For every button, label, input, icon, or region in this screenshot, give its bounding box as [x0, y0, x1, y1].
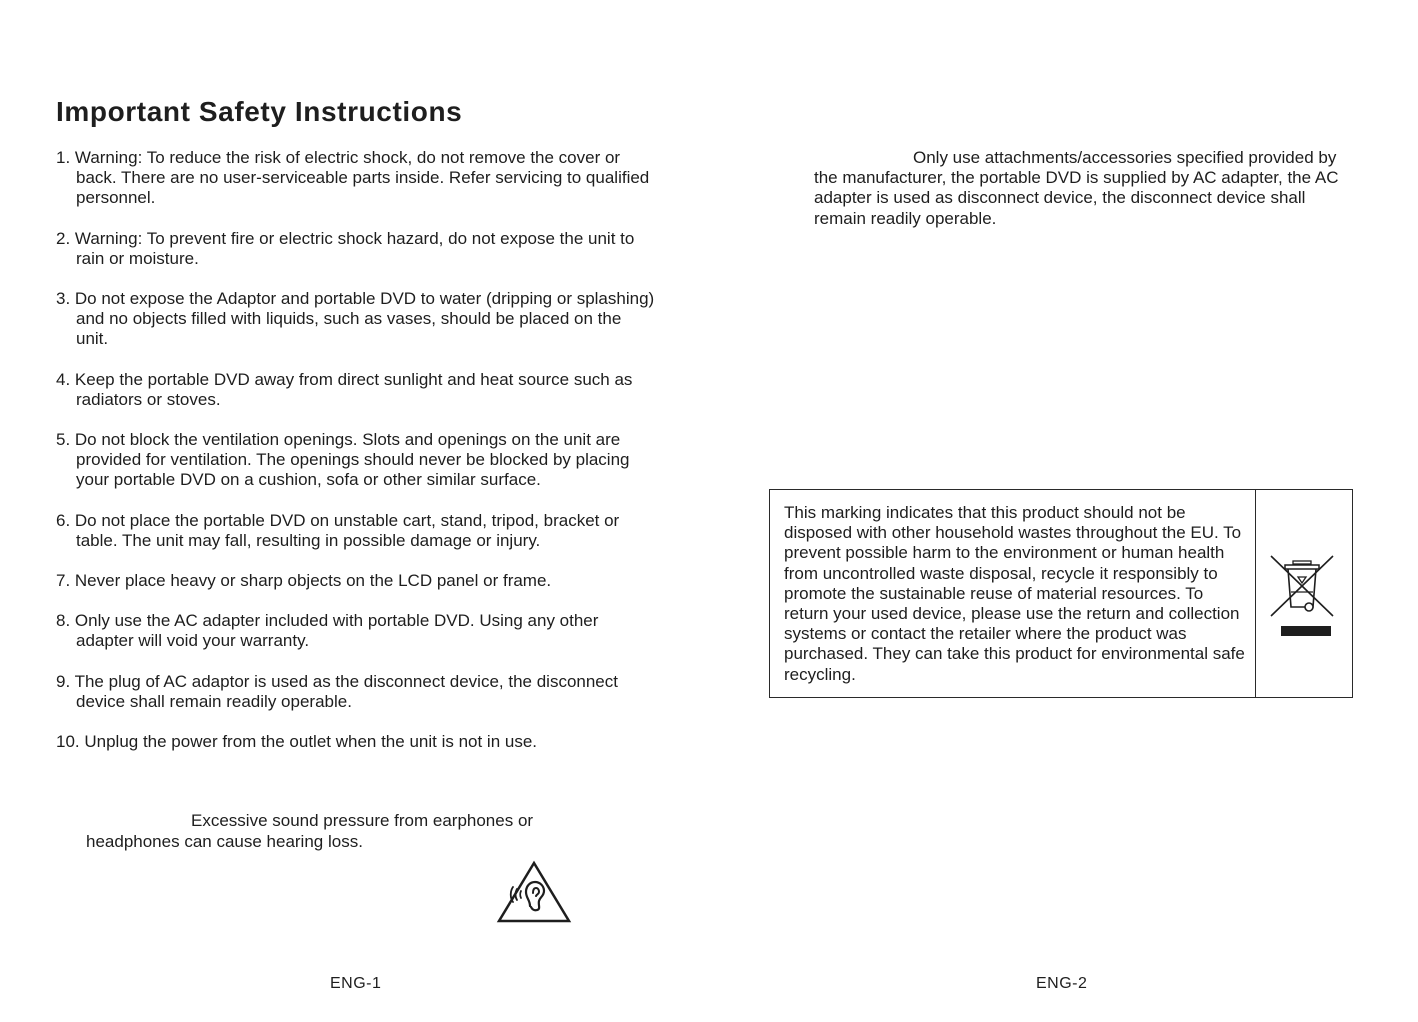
page-number: ENG-1: [330, 975, 382, 992]
instruction-item: 8. Only use the AC adapter included with portable DVD. Using any other adapter will void your warranty.: [56, 611, 599, 651]
instruction-item: 3. Do not expose the Adaptor and portable DVD to water (dripping or splashing) and no objects filled with liquids, such as vases, should be placed on the unit.: [56, 289, 655, 349]
page-title: Important Safety Instructions: [56, 96, 463, 127]
accessories-notice: Only use attachments/accessories specified provided by the manufacturer, the portable DVD is supplied by AC adapter, the AC adapter is used as disconnect device, the disconnect device shall remain readily operable.: [814, 148, 1339, 228]
safety-instructions-list: [56, 148, 656, 772]
instruction-item: 7. Never place heavy or sharp objects on the LCD panel or frame.: [56, 571, 552, 591]
weee-icon-cell: [1256, 490, 1352, 697]
weee-notice-box: [769, 489, 1353, 698]
instruction-item: 6. Do not place the portable DVD on unstable cart, stand, tripod, bracket or table. The unit may fall, resulting in possible damage or injury.: [56, 510, 620, 550]
weee-notice-text: This marking indicates that this product should not be disposed with other household wastes throughout the EU. To prevent possible harm to the environment or human health from uncontrolled waste disposal, recycle it responsibly to promote the sustainable reuse of material resources. To return your used device, please use the return and collection systems or contact the retailer where the product was purchased. They can take this product for environmental safe recycling.: [770, 490, 1256, 697]
instruction-item: 10. Unplug the power from the outlet when the unit is not in use.: [56, 732, 538, 752]
instruction-item: 2. Warning: To prevent fire or electric shock hazard, do not expose the unit to rain or moisture.: [56, 228, 635, 268]
instruction-item: 1. Warning: To reduce the risk of electric shock, do not remove the cover or back. There are no user-serviceable parts inside. Refer servicing to qualified personnel.: [56, 148, 650, 208]
hearing-caution-text: Excessive sound pressure from earphones or headphones can cause hearing loss.: [86, 811, 534, 851]
instruction-item: 4. Keep the portable DVD away from direct sunlight and heat source such as radiators or stoves.: [56, 369, 633, 409]
page-right: [709, 0, 1418, 1022]
hearing-warning-icon: [496, 860, 572, 924]
instruction-item: 9. The plug of AC adaptor is used as the disconnect device, the disconnect device shall remain readily operable.: [56, 671, 618, 711]
instruction-item: 5. Do not block the ventilation openings. Slots and openings on the unit are provided for ventilation. The openings should never be blocked by placing your portable DVD on a cushion, sofa or other similar surface.: [56, 430, 630, 490]
crossed-out-wheelie-bin-icon: [1268, 552, 1338, 638]
page-number: ENG-2: [1036, 975, 1088, 992]
